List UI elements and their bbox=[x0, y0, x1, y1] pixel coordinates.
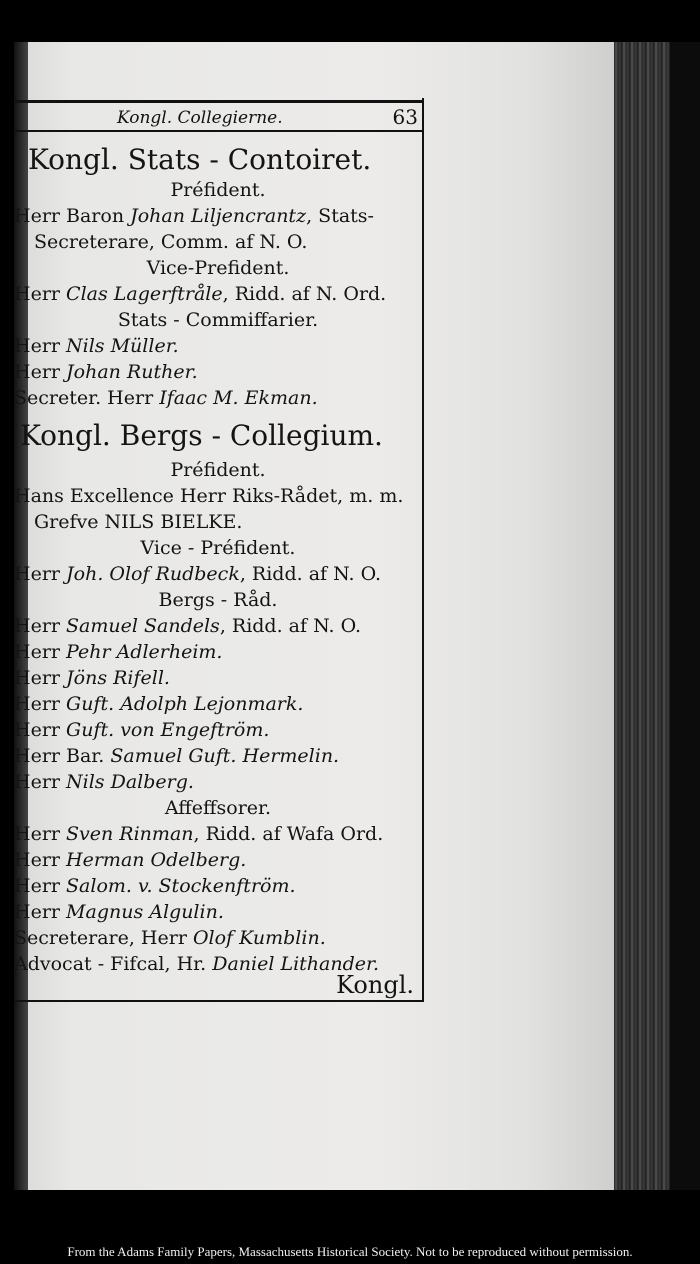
list-item bbox=[14, 900, 224, 924]
entry-name: Pehr Adlerheim. bbox=[66, 641, 223, 663]
entry-prefix: Herr Baron bbox=[14, 205, 131, 227]
entry-prefix: Herr bbox=[14, 719, 67, 741]
entry-prefix: Herr bbox=[14, 641, 67, 663]
president-line-1 bbox=[14, 204, 374, 228]
entry-prefix: Herr bbox=[14, 283, 67, 305]
list-item bbox=[14, 692, 303, 716]
entry-name: Johan Ruther. bbox=[66, 361, 198, 383]
vice-president-title: Vice-Prefident. bbox=[146, 257, 290, 279]
entry-name: Clas Lagerftråle bbox=[66, 283, 223, 305]
entry-prefix: Herr bbox=[14, 771, 67, 793]
vice-president-entry bbox=[14, 562, 381, 586]
entry-name: Guft. Adolph Lejonmark. bbox=[66, 693, 304, 715]
entry-name: Ifaac M. Ekman. bbox=[159, 387, 318, 409]
list-item bbox=[14, 770, 194, 794]
entry-name: Magnus Algulin. bbox=[66, 901, 224, 923]
entry-prefix: Herr bbox=[14, 563, 67, 585]
entry-suffix: , Stats- bbox=[306, 205, 374, 227]
entry-name: Samuel Guft. Hermelin. bbox=[110, 745, 340, 767]
entry-name: Guft. von Engeftröm. bbox=[66, 719, 270, 741]
list-item bbox=[14, 334, 179, 358]
entry-prefix: Herr bbox=[14, 335, 67, 357]
president-title: Préfident. bbox=[170, 459, 266, 481]
president-line-2: Grefve NILS BIELKE. bbox=[34, 511, 243, 533]
secreterare-entry bbox=[14, 926, 326, 950]
catchword: Kongl. bbox=[336, 971, 414, 999]
section-heading-stats-contoiret: Kongl. Stats - Contoiret. bbox=[28, 143, 372, 176]
entry-prefix: Herr bbox=[14, 875, 67, 897]
entry-name: Olof Kumblin. bbox=[192, 927, 326, 949]
entry-name: Jöns Rifell. bbox=[66, 667, 170, 689]
entry-suffix: , Ridd. af Wafa Ord. bbox=[193, 823, 384, 845]
running-head-title: Kongl. Collegierne. bbox=[117, 108, 283, 128]
entry-name: Samuel Sandels bbox=[66, 615, 220, 637]
entry-prefix: Advocat - Fifcal, Hr. bbox=[14, 953, 213, 975]
president-line-2: Secreterare, Comm. af N. O. bbox=[34, 231, 308, 253]
list-item bbox=[14, 360, 198, 384]
entry-name: Johan Liljencrantz bbox=[130, 205, 307, 227]
entry-prefix: Herr bbox=[14, 361, 67, 383]
bergsrad-title: Bergs - Råd. bbox=[158, 589, 278, 611]
entry-name: Herman Odelberg. bbox=[66, 849, 247, 871]
entry-suffix: , Ridd. af N. O. bbox=[219, 615, 362, 637]
entry-prefix: Herr bbox=[14, 615, 67, 637]
list-item bbox=[14, 848, 246, 872]
section-heading-bergs-collegium: Kongl. Bergs - Collegium. bbox=[20, 419, 383, 452]
list-item bbox=[14, 614, 361, 638]
entry-name: Nils Dalberg. bbox=[66, 771, 194, 793]
page-number: 63 bbox=[392, 105, 418, 129]
entry-name: Sven Rinman bbox=[66, 823, 194, 845]
copyright-footer: From the Adams Family Papers, Massachusetts Historical Society. Not to be reproduced without permission. bbox=[67, 1244, 633, 1259]
entry-prefix: Herr bbox=[14, 823, 67, 845]
list-item bbox=[14, 744, 339, 768]
entry-prefix: Secreterare, Herr bbox=[14, 927, 193, 949]
book-page-edges bbox=[614, 42, 700, 1190]
entry-name: Nils Müller. bbox=[66, 335, 179, 357]
entry-name: Salom. v. Stockenftröm. bbox=[66, 875, 296, 897]
entry-prefix: Herr bbox=[14, 667, 67, 689]
assessorer-title: Affeffsorer. bbox=[164, 797, 272, 819]
entry-suffix: , Ridd. af N. Ord. bbox=[222, 283, 387, 305]
president-line-1: Hans Excellence Herr Riks-Rådet, m. m. bbox=[14, 485, 404, 507]
list-item bbox=[14, 666, 170, 690]
vice-president-title: Vice - Préfident. bbox=[140, 537, 296, 559]
entry-prefix: Secreter. Herr bbox=[14, 387, 160, 409]
list-item bbox=[14, 718, 269, 742]
list-item bbox=[14, 874, 296, 898]
list-item bbox=[14, 640, 222, 664]
entry-name: Daniel Lithander. bbox=[212, 953, 380, 975]
list-item bbox=[14, 822, 383, 846]
entry-prefix: Herr bbox=[14, 693, 67, 715]
entry-suffix: , Ridd. af N. O. bbox=[239, 563, 382, 585]
entry-name: Joh. Olof Rudbeck bbox=[66, 563, 240, 585]
vice-president-entry bbox=[14, 282, 386, 306]
entry-prefix: Herr bbox=[14, 901, 67, 923]
secreter-entry bbox=[14, 386, 318, 410]
entry-prefix: Herr Bar. bbox=[14, 745, 111, 767]
commissarier-title: Stats - Commiffarier. bbox=[117, 309, 319, 331]
president-title: Préfident. bbox=[170, 179, 266, 201]
entry-prefix: Herr bbox=[14, 849, 67, 871]
